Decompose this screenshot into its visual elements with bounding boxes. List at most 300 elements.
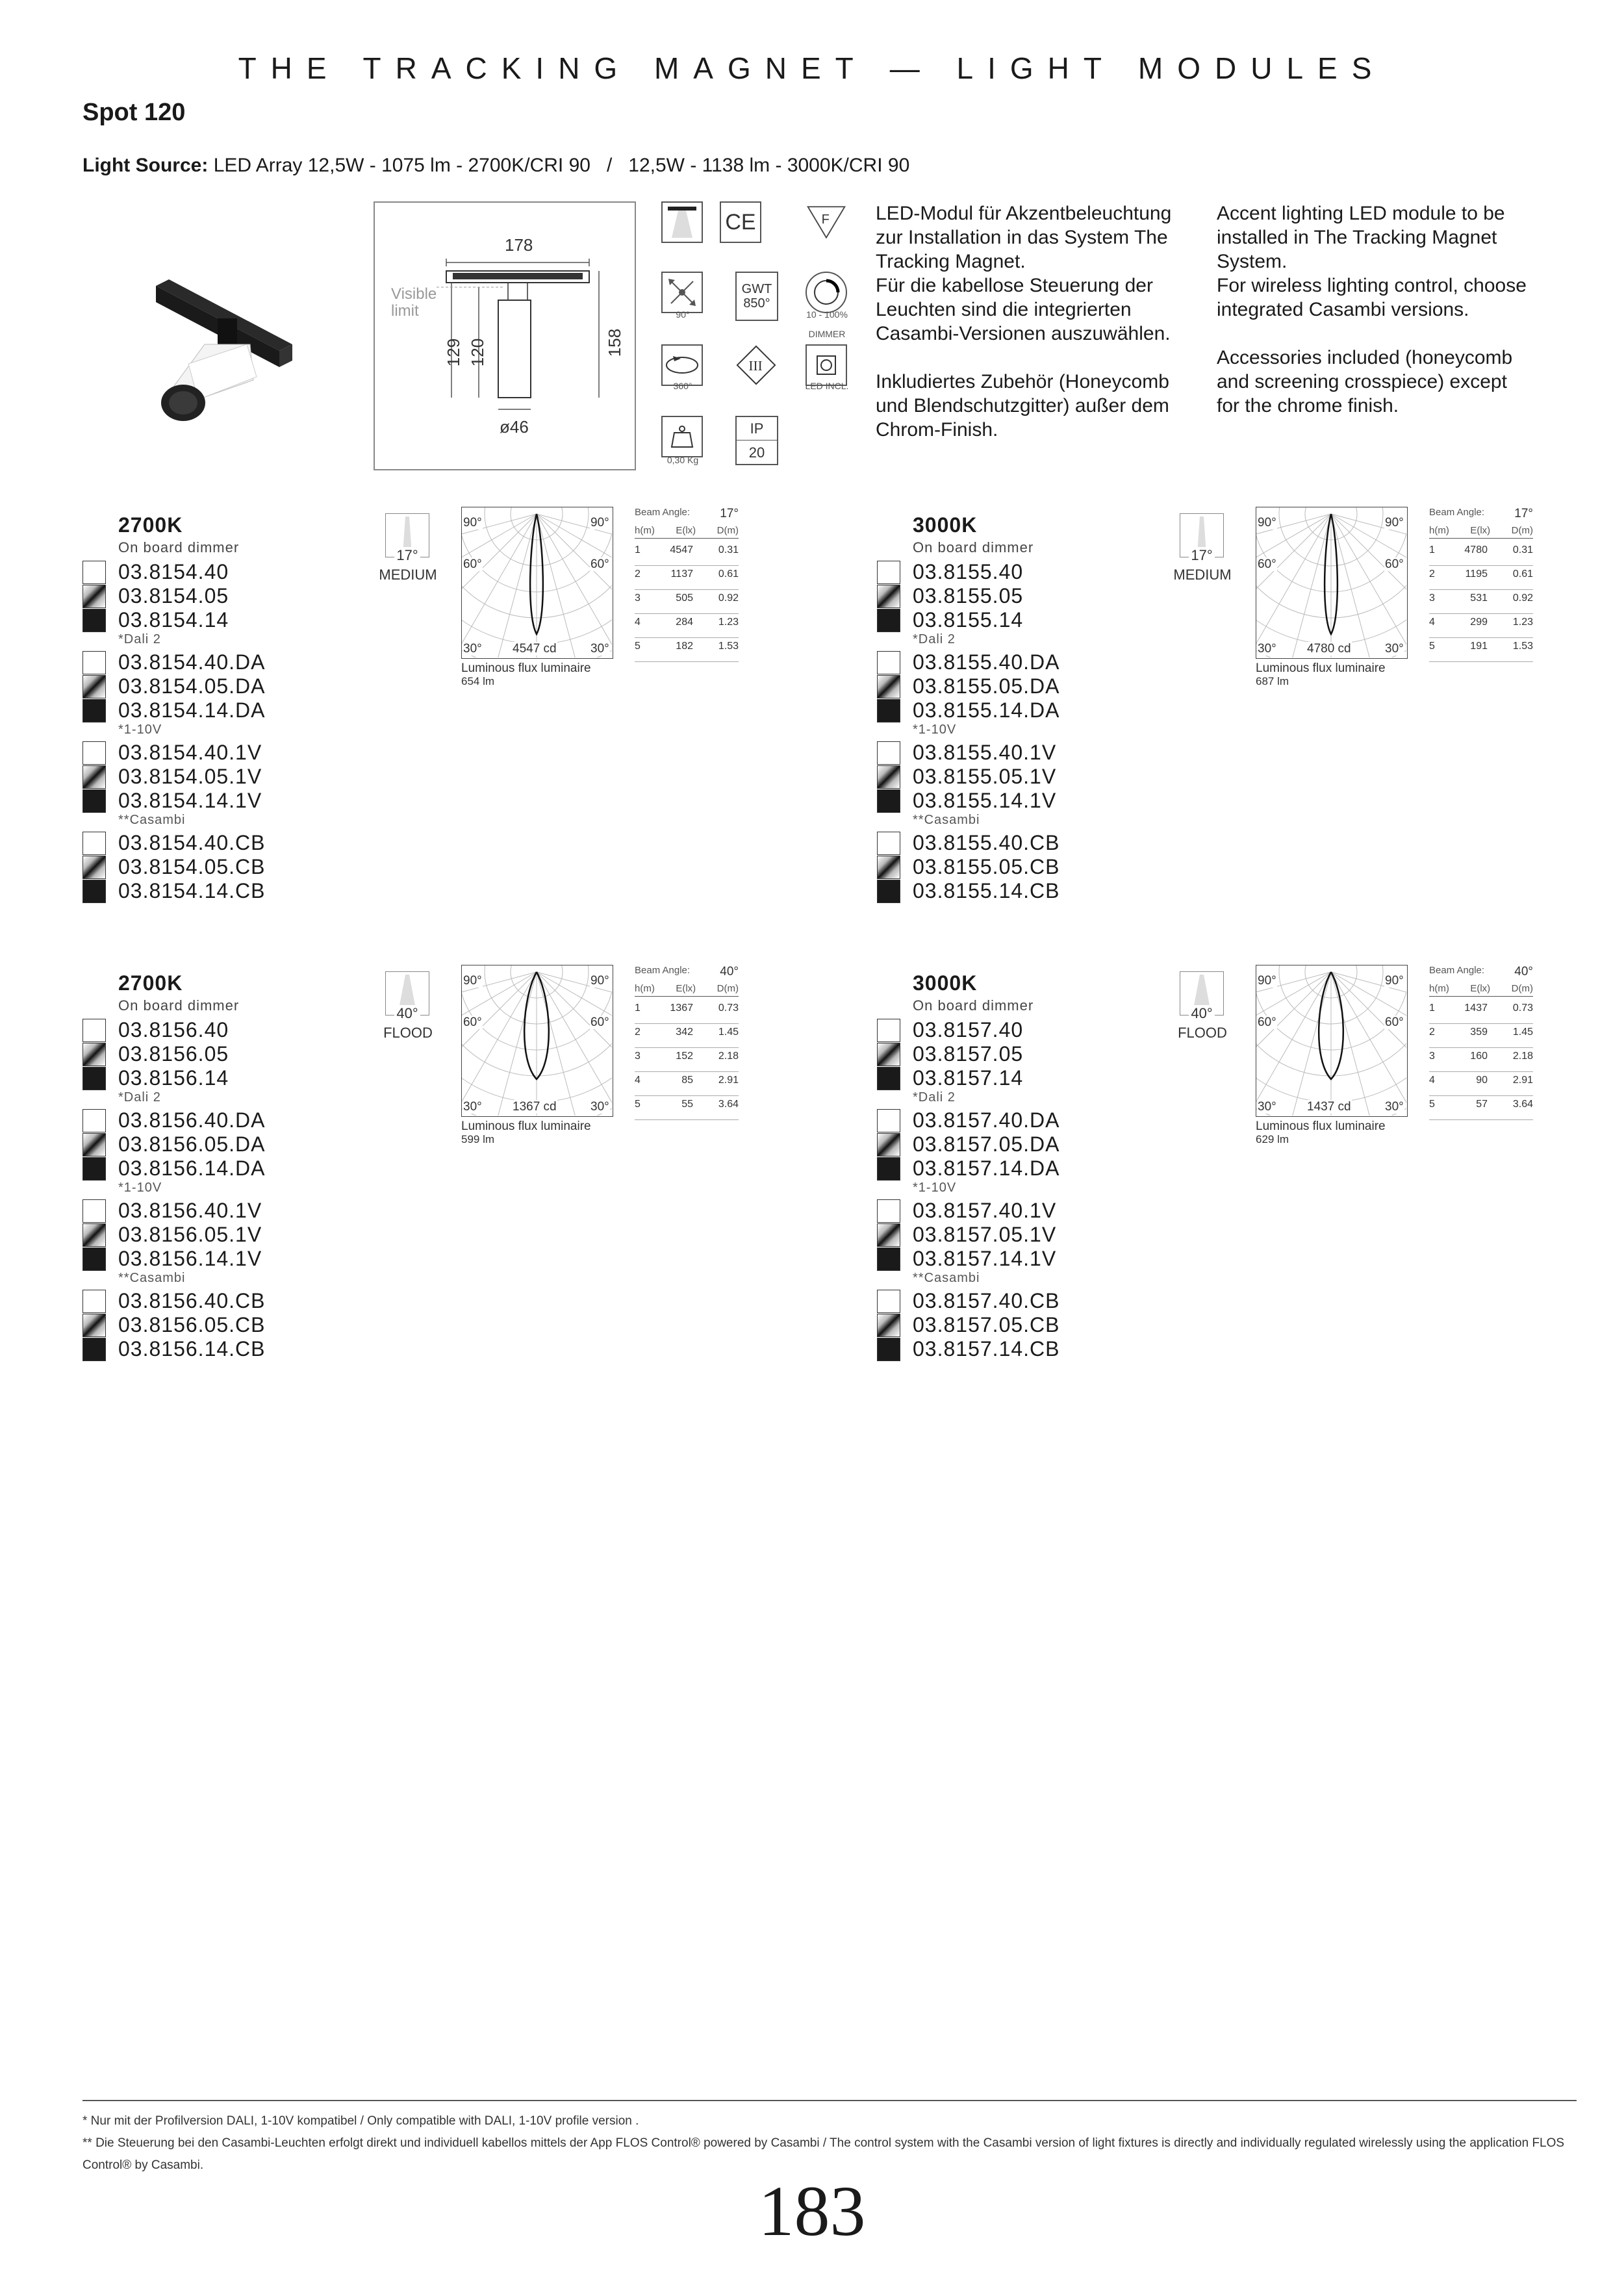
col-d: D(m)	[1511, 983, 1533, 994]
product-code: 03.8154.14.DA	[118, 698, 266, 722]
footnote-1: * Nur mit der Profilversion DALI, 1-10V kompatibel / Only compatible with DALI, 1-10V profile version .	[82, 2114, 639, 2128]
product-code: 03.8155.14.CB	[913, 879, 1060, 902]
col-e: E(lx)	[1470, 983, 1491, 994]
led-incl-caption: LED INCL.	[805, 381, 849, 391]
product-code: 03.8156.40	[118, 1018, 229, 1041]
table-cell: 2.91	[1512, 1075, 1533, 1086]
peak-intensity: 1367 cd	[513, 1100, 557, 1114]
weight-icon	[661, 416, 703, 457]
section-label: *Dali 2	[913, 1090, 956, 1105]
product-code: 03.8154.40.DA	[118, 650, 266, 674]
table-cell: 1137	[670, 568, 693, 580]
on-board-dimmer-label: On board dimmer	[118, 539, 240, 556]
table-cell: 0.73	[718, 1003, 739, 1014]
polar-label-90-left: 90°	[1258, 974, 1276, 988]
ip-value: 20	[737, 440, 777, 461]
product-code: 03.8155.40.1V	[913, 741, 1057, 764]
col-h: h(m)	[1429, 525, 1449, 536]
product-code: 03.8157.40	[913, 1018, 1024, 1041]
product-code: 03.8155.14	[913, 608, 1024, 632]
section-label: *Dali 2	[118, 632, 161, 646]
finish-swatch	[82, 699, 106, 722]
downlight-icon	[661, 201, 703, 243]
table-cell: 0.31	[1512, 544, 1533, 556]
finish-swatch	[82, 765, 106, 789]
product-code: 03.8156.40.DA	[118, 1108, 266, 1132]
table-row	[635, 639, 739, 662]
table-row	[1429, 1097, 1533, 1120]
product-code: 03.8155.40	[913, 560, 1024, 583]
table-cell: 2.91	[718, 1075, 739, 1086]
table-row	[1429, 615, 1533, 638]
table-cell: 4780	[1464, 544, 1488, 556]
table-cell: 1.53	[1512, 641, 1533, 652]
adjustable-angle-icon	[661, 272, 703, 313]
polar-label-90-left: 90°	[463, 516, 482, 530]
table-row	[635, 591, 739, 614]
table-cell: 1	[1429, 544, 1435, 556]
table-row	[635, 543, 739, 566]
table-row	[1429, 1001, 1533, 1024]
product-photo	[143, 247, 312, 442]
flux-label: Luminous flux luminaire	[1256, 661, 1386, 675]
finish-swatch	[877, 741, 900, 765]
polar-diagram	[461, 507, 613, 659]
description-en: Accent lighting LED module to be installed in The Tracking Magnet System. For wireless lighting control, choose integrated Casambi versions. Accessories included (honeycomb and screening crosspiece) except for the chrome finish.	[1217, 203, 1527, 416]
table-row	[1429, 1025, 1533, 1048]
beam-angle-label: Beam Angle:	[1429, 965, 1485, 976]
finish-swatch	[877, 1314, 900, 1337]
finish-swatch	[877, 880, 900, 903]
table-cell: 0.31	[718, 544, 739, 556]
table-cell: 1.45	[718, 1027, 739, 1038]
table-cell: 182	[676, 641, 693, 652]
beam-angle-table-value: 40°	[720, 965, 739, 978]
product-code: 03.8156.05.1V	[118, 1223, 262, 1246]
finish-swatch	[877, 561, 900, 584]
section-label: *Dali 2	[913, 632, 956, 646]
table-cell: 57	[1476, 1099, 1488, 1110]
rotation-caption: 360°	[673, 381, 692, 391]
class-iii-label: III	[748, 357, 763, 374]
table-cell: 2	[1429, 1027, 1435, 1038]
product-code: 03.8155.40.CB	[913, 831, 1060, 854]
product-code: 03.8157.40.CB	[913, 1289, 1060, 1312]
light-source-label: Light Source:	[82, 155, 209, 176]
finish-swatch	[877, 609, 900, 632]
beam-angle-value: 17°	[394, 547, 420, 564]
product-code: 03.8157.14.DA	[913, 1156, 1060, 1180]
product-code: 03.8156.14	[118, 1066, 229, 1090]
finish-swatch	[82, 789, 106, 813]
product-code: 03.8157.05.1V	[913, 1223, 1057, 1246]
beam-type-label: MEDIUM	[1173, 567, 1232, 583]
rotation-icon	[661, 344, 703, 386]
table-row	[1429, 1073, 1533, 1096]
beam-type-label: FLOOD	[383, 1025, 433, 1041]
gwt-icon: GWT 850°	[735, 272, 778, 321]
polar-label-30-left: 30°	[1258, 1100, 1276, 1114]
finish-swatch	[877, 832, 900, 855]
table-cell: 0.92	[1512, 593, 1533, 604]
finish-swatch	[877, 585, 900, 608]
table-cell: 191	[1470, 641, 1488, 652]
finish-swatch	[82, 1133, 106, 1156]
table-cell: 5	[1429, 641, 1435, 652]
finish-swatch	[877, 1223, 900, 1247]
polar-label-30-left: 30°	[463, 1100, 482, 1114]
peak-intensity: 1437 cd	[1307, 1100, 1351, 1114]
polar-label-60-right: 60°	[590, 1016, 609, 1029]
table-cell: 0.73	[1512, 1003, 1533, 1014]
table-row	[1429, 567, 1533, 590]
polar-label-30-right: 30°	[1385, 1100, 1404, 1114]
beam-angle-label: Beam Angle:	[635, 507, 691, 518]
section-label: *1-10V	[118, 722, 162, 737]
beam-angle-value: 40°	[1189, 1005, 1215, 1022]
section-label: **Casambi	[913, 1271, 980, 1285]
temperature-label: 3000K	[913, 513, 978, 537]
table-cell: 55	[681, 1099, 693, 1110]
table-row	[635, 1073, 739, 1096]
finish-swatch	[877, 1290, 900, 1313]
finish-swatch	[877, 1199, 900, 1223]
product-code: 03.8154.05.1V	[118, 765, 262, 788]
polar-label-90-left: 90°	[463, 974, 482, 988]
dim-h2: 120	[468, 338, 488, 367]
table-cell: 4	[1429, 1075, 1435, 1086]
peak-intensity: 4547 cd	[513, 642, 557, 656]
table-cell: 531	[1470, 593, 1488, 604]
table-row	[635, 567, 739, 590]
table-row	[1429, 543, 1533, 566]
beam-angle-label: Beam Angle:	[635, 965, 691, 976]
product-code: 03.8154.14	[118, 608, 229, 632]
polar-label-60-right: 60°	[590, 557, 609, 571]
product-code: 03.8156.05.CB	[118, 1313, 266, 1336]
table-cell: 284	[676, 617, 693, 628]
finish-swatch	[82, 1067, 106, 1090]
page-number: 183	[758, 2171, 866, 2251]
finish-swatch	[82, 1247, 106, 1271]
dim-visible-limit: Visible limit	[391, 285, 437, 320]
finish-swatch	[82, 741, 106, 765]
table-cell: 2	[1429, 568, 1435, 580]
col-h: h(m)	[635, 983, 655, 994]
finish-swatch	[82, 856, 106, 879]
finish-swatch	[82, 880, 106, 903]
product-code: 03.8154.14.CB	[118, 879, 266, 902]
flux-value: 629 lm	[1256, 1133, 1289, 1145]
finish-swatch	[877, 651, 900, 674]
finish-swatch	[877, 1133, 900, 1156]
product-code: 03.8155.05	[913, 584, 1024, 607]
temperature-label: 3000K	[913, 971, 978, 995]
beam-angle-table-value: 40°	[1514, 965, 1533, 978]
weight-caption: 0,30 Kg	[666, 455, 699, 465]
product-code: 03.8156.40.1V	[118, 1199, 262, 1222]
finish-swatch	[82, 1109, 106, 1132]
product-code: 03.8154.05	[118, 584, 229, 607]
table-cell: 3	[1429, 593, 1435, 604]
beam-type-label: FLOOD	[1178, 1025, 1227, 1041]
polar-label-30-left: 30°	[463, 642, 482, 656]
product-code: 03.8157.14.CB	[913, 1337, 1060, 1361]
polar-label-60-right: 60°	[1385, 557, 1404, 571]
table-cell: 90	[1476, 1075, 1488, 1086]
ce-mark-icon: CE	[720, 201, 761, 243]
ip-label: IP	[750, 420, 764, 437]
table-cell: 3.64	[718, 1099, 739, 1110]
table-row	[635, 615, 739, 638]
light-source	[82, 155, 909, 177]
flux-label: Luminous flux luminaire	[461, 661, 591, 675]
table-cell: 0.92	[718, 593, 739, 604]
finish-swatch	[82, 675, 106, 698]
col-e: E(lx)	[676, 983, 696, 994]
table-cell: 4547	[670, 544, 693, 556]
table-cell: 2	[635, 568, 641, 580]
table-cell: 1	[1429, 1003, 1435, 1014]
light-source-value: LED Array 12,5W - 1075 lm - 2700K/CRI 90 / 12,5W - 1138 lm - 3000K/CRI 90	[213, 155, 910, 176]
table-row	[1429, 639, 1533, 662]
product-code: 03.8155.40.DA	[913, 650, 1060, 674]
polar-label-90-right: 90°	[590, 974, 609, 988]
product-name: Spot 120	[82, 99, 186, 126]
table-cell: 5	[635, 1099, 641, 1110]
polar-label-60-left: 60°	[463, 1016, 482, 1029]
f-mark-icon	[806, 201, 847, 243]
table-cell: 0.61	[1512, 568, 1533, 580]
finish-swatch	[82, 1157, 106, 1181]
dim-h1: 129	[444, 338, 464, 367]
product-code: 03.8156.14.1V	[118, 1247, 262, 1270]
product-code: 03.8156.40.CB	[118, 1289, 266, 1312]
col-e: E(lx)	[676, 525, 696, 536]
beam-angle-table-value: 17°	[720, 507, 739, 520]
on-board-dimmer-label: On board dimmer	[913, 539, 1034, 556]
table-cell: 85	[681, 1075, 693, 1086]
section-label: **Casambi	[913, 813, 980, 827]
table-cell: 1	[635, 544, 641, 556]
polar-label-60-left: 60°	[463, 557, 482, 571]
polar-diagram	[1256, 507, 1408, 659]
product-code: 03.8157.05.DA	[913, 1132, 1060, 1156]
polar-label-60-left: 60°	[1258, 1016, 1276, 1029]
section-label: *1-10V	[913, 1181, 957, 1195]
on-board-dimmer-label: On board dimmer	[913, 997, 1034, 1014]
table-cell: 4	[635, 617, 641, 628]
table-cell: 2	[635, 1027, 641, 1038]
finish-swatch	[82, 1199, 106, 1223]
polar-label-30-right: 30°	[590, 1100, 609, 1114]
table-cell: 1.23	[1512, 617, 1533, 628]
finish-swatch	[877, 1157, 900, 1181]
svg-text:F: F	[821, 212, 830, 227]
led-included-icon	[806, 344, 847, 386]
product-code: 03.8155.14.DA	[913, 698, 1060, 722]
finish-swatch	[877, 1247, 900, 1271]
table-cell: 4	[635, 1075, 641, 1086]
temperature-label: 2700K	[118, 513, 183, 537]
polar-label-60-left: 60°	[1258, 557, 1276, 571]
angle-caption: 90°	[676, 309, 690, 320]
table-cell: 3.64	[1512, 1099, 1533, 1110]
flux-value: 654 lm	[461, 675, 495, 687]
polar-label-30-right: 30°	[590, 642, 609, 656]
table-row	[635, 1097, 739, 1120]
col-e: E(lx)	[1470, 525, 1491, 536]
finish-swatch	[82, 651, 106, 674]
light-measurement-table	[1429, 507, 1533, 663]
table-cell: 1.53	[718, 641, 739, 652]
table-cell: 1367	[670, 1003, 693, 1014]
finish-swatch	[877, 1043, 900, 1066]
table-cell: 3	[1429, 1051, 1435, 1062]
finish-swatch	[877, 856, 900, 879]
product-code: 03.8156.14.DA	[118, 1156, 266, 1180]
col-d: D(m)	[717, 525, 739, 536]
dim-h3: 158	[605, 328, 625, 357]
section-label: **Casambi	[118, 813, 186, 827]
finish-swatch	[877, 1019, 900, 1042]
flux-label: Luminous flux luminaire	[1256, 1119, 1386, 1133]
beam-angle-table-value: 17°	[1514, 507, 1533, 520]
product-code: 03.8154.40.1V	[118, 741, 262, 764]
description-de: LED-Modul für Akzentbeleuchtung zur Installation in das System The Tracking Magnet. Für die kabellose Steuerung der Leuchten sind die integrierten Casambi-Versionen auszuwählen. Inkludiertes Zubehör (Honeycomb und Blendschutzgitter) außer dem Chrom-Finish.	[876, 203, 1172, 441]
product-code: 03.8154.40	[118, 560, 229, 583]
product-code: 03.8157.14.1V	[913, 1247, 1057, 1270]
page-title: THE TRACKING MAGNET — LIGHT MODULES	[238, 51, 1386, 85]
table-cell: 5	[1429, 1099, 1435, 1110]
table-cell: 1	[635, 1003, 641, 1014]
table-cell: 1.45	[1512, 1027, 1533, 1038]
table-cell: 152	[676, 1051, 693, 1062]
product-code: 03.8154.05.DA	[118, 674, 266, 698]
table-cell: 5	[635, 641, 641, 652]
polar-diagram	[461, 965, 613, 1117]
beam-type-label: MEDIUM	[379, 567, 437, 583]
table-cell: 1.23	[718, 617, 739, 628]
table-row	[635, 1049, 739, 1072]
dimmer-range: 10 - 100%	[806, 309, 848, 320]
table-cell: 359	[1470, 1027, 1488, 1038]
table-cell: 2.18	[718, 1051, 739, 1062]
flux-value: 687 lm	[1256, 675, 1289, 687]
class-iii-icon	[735, 344, 777, 386]
finish-swatch	[82, 1314, 106, 1337]
dim-diameter: ø46	[500, 417, 529, 437]
product-code: 03.8156.05	[118, 1042, 229, 1066]
product-code: 03.8157.14	[913, 1066, 1024, 1090]
finish-swatch	[877, 699, 900, 722]
product-code: 03.8157.05.CB	[913, 1313, 1060, 1336]
table-cell: 1195	[1465, 568, 1488, 580]
product-code: 03.8157.40.DA	[913, 1108, 1060, 1132]
product-code: 03.8154.40.CB	[118, 831, 266, 854]
footnote-2: ** Die Steuerung bei den Casambi-Leuchten erfolgt direkt und individuell kabellos mittels der App FLOS Control® powered by Casambi / The control system with the Casambi version of light fixtures is directly and individually regulated wirelessly using the application FLOS Control® by Casambi.	[82, 2136, 1565, 2172]
beam-angle-label: Beam Angle:	[1429, 507, 1485, 518]
product-code: 03.8156.05.DA	[118, 1132, 266, 1156]
table-cell: 3	[635, 1051, 641, 1062]
finish-swatch	[82, 1043, 106, 1066]
product-code: 03.8157.05	[913, 1042, 1024, 1066]
table-row	[635, 1025, 739, 1048]
dim-width: 178	[505, 235, 533, 255]
polar-label-90-right: 90°	[1385, 974, 1404, 988]
finish-swatch	[82, 609, 106, 632]
light-measurement-table	[635, 965, 739, 1121]
light-measurement-table	[635, 507, 739, 663]
on-board-dimmer-label: On board dimmer	[118, 997, 240, 1014]
light-measurement-table	[1429, 965, 1533, 1121]
col-h: h(m)	[635, 525, 655, 536]
col-d: D(m)	[1511, 525, 1533, 536]
section-label: *1-10V	[913, 722, 957, 737]
polar-label-30-right: 30°	[1385, 642, 1404, 656]
table-cell: 342	[676, 1027, 693, 1038]
finish-swatch	[82, 832, 106, 855]
product-code: 03.8157.40.1V	[913, 1199, 1057, 1222]
table-cell: 1437	[1464, 1003, 1488, 1014]
col-d: D(m)	[717, 983, 739, 994]
polar-diagram	[1256, 965, 1408, 1117]
product-code: 03.8155.05.CB	[913, 855, 1060, 878]
finish-swatch	[877, 1067, 900, 1090]
table-cell: 505	[676, 593, 693, 604]
finish-swatch	[877, 1338, 900, 1361]
table-cell: 2.18	[1512, 1051, 1533, 1062]
finish-swatch	[877, 765, 900, 789]
dimension-drawing	[374, 201, 636, 470]
table-row	[635, 1001, 739, 1024]
peak-intensity: 4780 cd	[1307, 642, 1351, 656]
polar-label-30-left: 30°	[1258, 642, 1276, 656]
col-h: h(m)	[1429, 983, 1449, 994]
finish-swatch	[82, 1290, 106, 1313]
beam-angle-value: 17°	[1189, 547, 1215, 564]
dimmer-icon	[806, 272, 847, 313]
polar-label-60-right: 60°	[1385, 1016, 1404, 1029]
polar-label-90-right: 90°	[590, 516, 609, 530]
flux-label: Luminous flux luminaire	[461, 1119, 591, 1133]
table-cell: 160	[1470, 1051, 1488, 1062]
section-label: *1-10V	[118, 1181, 162, 1195]
table-cell: 3	[635, 593, 641, 604]
temperature-label: 2700K	[118, 971, 183, 995]
product-code: 03.8156.14.CB	[118, 1337, 266, 1361]
table-cell: 299	[1470, 617, 1488, 628]
beam-angle-value: 40°	[394, 1005, 420, 1022]
finish-swatch	[82, 561, 106, 584]
finish-swatch	[82, 585, 106, 608]
finish-swatch	[877, 1109, 900, 1132]
footer-divider	[82, 2100, 1577, 2101]
table-row	[1429, 1049, 1533, 1072]
product-code: 03.8155.05.1V	[913, 765, 1057, 788]
dimmer-caption: DIMMER	[808, 329, 846, 339]
flux-value: 599 lm	[461, 1133, 495, 1145]
product-code: 03.8154.05.CB	[118, 855, 266, 878]
section-label: **Casambi	[118, 1271, 186, 1285]
product-code: 03.8154.14.1V	[118, 789, 262, 812]
polar-label-90-left: 90°	[1258, 516, 1276, 530]
product-code: 03.8155.05.DA	[913, 674, 1060, 698]
finish-swatch	[82, 1338, 106, 1361]
finish-swatch	[82, 1223, 106, 1247]
ip-rating-icon	[735, 416, 778, 465]
polar-label-90-right: 90°	[1385, 516, 1404, 530]
